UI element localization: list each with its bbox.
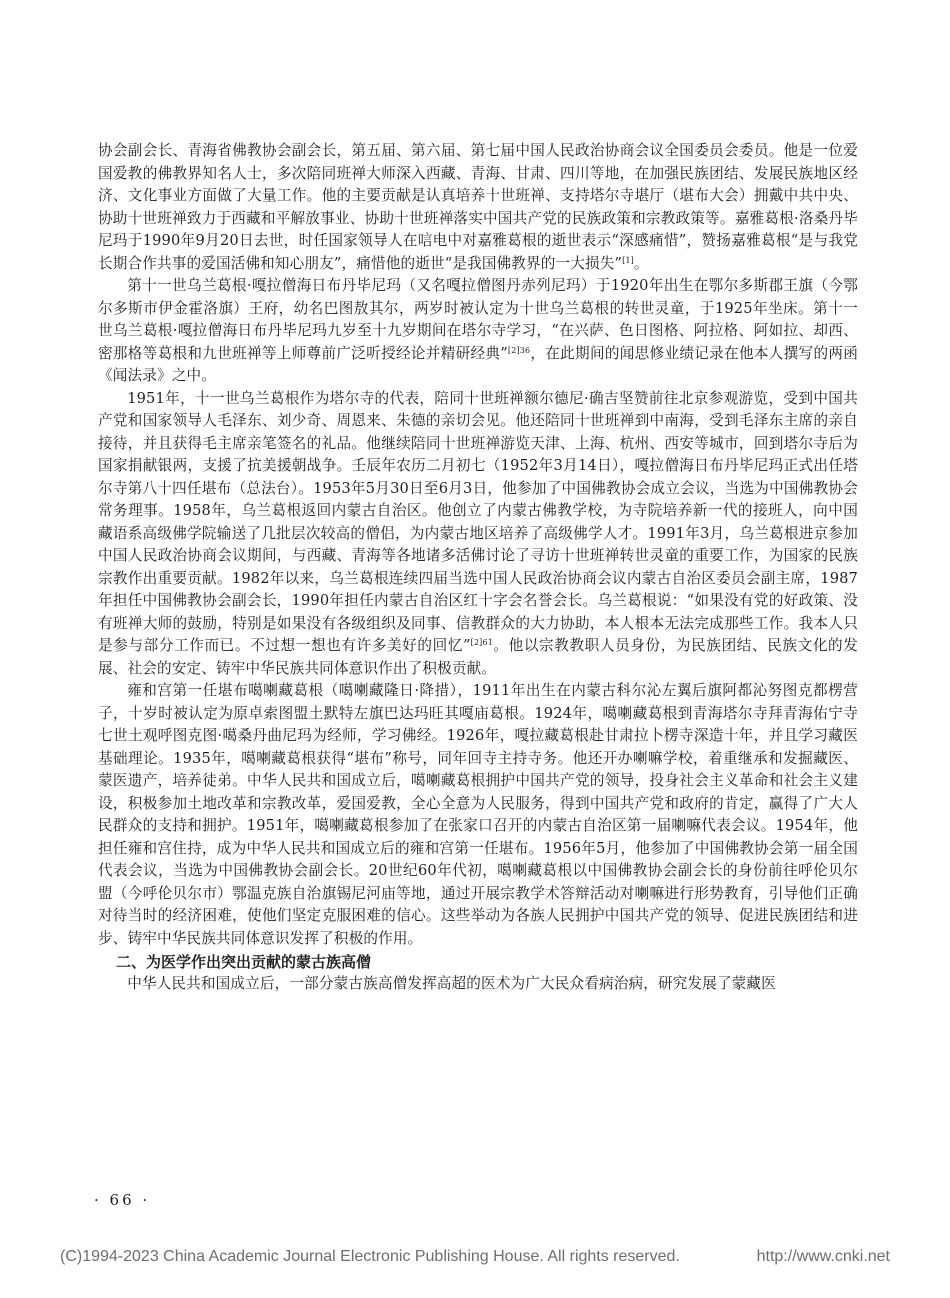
paragraph [98, 680, 858, 950]
text-run: ，在此期间的闻思修业绩记录在他本人撰写的两函《闻法录》之中。 [98, 344, 858, 384]
copyright-footer [60, 1248, 890, 1266]
article-body [98, 140, 858, 996]
copyright-notice: (C)1994-2023 China Academic Journal Electronic Publishing House. All rights reserved. [60, 1248, 680, 1265]
paragraph [98, 973, 858, 996]
citation-ref: [2]36 [507, 345, 531, 355]
text-run: 协会副会长、青海省佛教协会副会长，第五届、第六届、第七届中国人民政治协商会议全国委员会委员。他是一位爱国爱教的佛教界知名人士，多次陪同班禅大师深入西藏、青海、甘肃、四川等地，在加强民族团结、发展民族地区经济、文化事业方面做了大量工作。他的主要贡献是认真培养十世班禅、支持塔尔寺堪厅（堪布大会）拥戴中共中央、协助十世班禅致力于西藏和平解放事业、协助十世班禅落实中国共产党的民族政策和宗教政策等。嘉雅葛根·洛桑丹毕尼玛于1990年9月20日去世，时任国家领导人在唁电中对嘉雅葛根的逝世表示“深感痛惜”，赞扬嘉雅葛根“是与我党长期合作共事的爱国活佛和知心朋友”，痛惜他的逝世“是我国佛教界的一大损失” [98, 142, 858, 272]
page-number: · 66 · [94, 1191, 151, 1209]
text-run: 雍和宫第一任堪布噶喇藏葛根（噶喇藏隆日·降措），1911年出生在内蒙古科尔沁左翼后旗阿都沁努图克都楞营子，十岁时被认定为原卓索图盟土默特左旗巴达玛旺其嘎庙葛根。1924年，噶喇藏葛根到青海塔尔寺拜青海佑宁寺七世土观呼图克图·噶桑丹曲尼玛为经师，学习佛经。1926年，嘎拉藏葛根赴甘肃拉卜楞寺深造十年，并且学习藏医基础理论。1935年，噶喇藏葛根获得“堪布”称号，同年回寺主持寺务。他还开办喇嘛学校，着重继承和发掘藏医、蒙医遗产，培养徒弟。中华人民共和国成立后，噶喇藏葛根拥护中国共产党的领导，投身社会主义革命和社会主义建设，积极参加土地改革和宗教改革，爱国爱教，全心全意为人民服务，得到中国共产党和政府的肯定，赢得了广大人民群众的支持和拥护。1951年，噶喇藏葛根参加了在张家口召开的内蒙古自治区第一届喇嘛代表会议。1954年，他担任雍和宫住持，成为中华人民共和国成立后的雍和宫第一任堪布。1956年5月，他参加了中国佛教协会第一届全国代表会议，当选为中国佛教协会副会长。20世纪60年代初，噶喇藏葛根以中国佛教协会副会长的身份前往呼伦贝尔盟（今呼伦贝尔市）鄂温克族自治旗锡尼河庙等地，通过开展宗教学术答辩活动对喇嘛进行形势教育，引导他们正确对待当时的经济困难，使他们坚定克服困难的信心。这些举动为各族人民拥护中国共产党的领导、促进民族团结和进步、铸牢中华民族共同体意识发挥了积极的作用。 [98, 682, 858, 947]
text-run: 第十一世乌兰葛根·嘎拉僧海日布丹毕尼玛（又名嘎拉僧图丹赤列尼玛）于1920年出生在鄂尔多斯郡王旗（今鄂尔多斯市伊金霍洛旗）王府，幼名巴图敖其尔，两岁时被认定为十世乌兰葛根的转世灵童，于1925年坐床。第十一世乌兰葛根·嘎拉僧海日布丹毕尼玛九岁至十九岁期间在塔尔寺学习，“在兴萨、色日图格、阿拉格、阿如拉、却西、密那格等葛根和九世班禅等上师尊前广泛听授经论并精研经典” [98, 277, 858, 362]
text-run: 1951年，十一世乌兰葛根作为塔尔寺的代表，陪同十世班禅额尔德尼·确吉坚赞前往北京参观游览，受到中国共产党和国家领导人毛泽东、刘少奇、周恩来、朱德的亲切会见。他还陪同十世班禅到中南海，受到毛泽东主席的亲自接待，并且获得毛主席亲笔签名的礼品。他继续陪同十世班禅游览天津、上海、杭州、西安等城市，回到塔尔寺后为国家捐献银两，支援了抗美援朝战争。壬辰年农历二月初七（1952年3月14日），嘎拉僧海日布丹毕尼玛正式出任塔尔寺第八十四任堪布（总法台）。1953年5月30日至6月3日，他参加了中国佛教协会成立会议，当选为中国佛教协会常务理事。1958年，乌兰葛根返回内蒙古自治区。他创立了内蒙古佛教学校，为寺院培养新一代的接班人，向中国藏语系高级佛学院输送了几批层次较高的僧侣，为内蒙古地区培养了高级佛学人才。1991年3月，乌兰葛根进京参加中国人民政治协商会议期间，与西藏、青海等各地诸多活佛讨论了寻访十世班禅转世灵童的重要工作，为国家的民族宗教作出重要贡献。1982年以来，乌兰葛根连续四届当选中国人民政治协商会议内蒙古自治区委员会副主席，1987年担任中国佛教协会副会长，1990年担任内蒙古自治区红十字会名誉会长。乌兰葛根说：“如果没有党的好政策、没有班禅大师的鼓励，特别是如果没有各级组织及同事、信教群众的大力协助，本人根本无法完成那些工作。我本人只是参与部分工作而已。不过想一想也有许多美好的回忆” [98, 389, 858, 654]
text-run: 中华人民共和国成立后，一部分蒙古族高僧发挥高超的医术为广大民众看病治病，研究发展了蒙藏医 [127, 975, 776, 992]
citation-ref: [2]61 [470, 638, 493, 647]
paragraph [98, 275, 858, 388]
paragraph [98, 140, 858, 275]
text-run: 。他以宗教教职人员身份，为民族团结、民族文化的发展、社会的安定、铸牢中华民族共同体意识作出了积极贡献。 [98, 637, 858, 677]
paragraph [98, 388, 858, 681]
text-run: 。 [633, 254, 649, 272]
section-heading: 二、为医学作出突出贡献的蒙古族高僧 [116, 953, 372, 971]
citation-ref: [1] [622, 255, 634, 265]
website-link[interactable]: http://www.cnki.net [756, 1248, 890, 1265]
